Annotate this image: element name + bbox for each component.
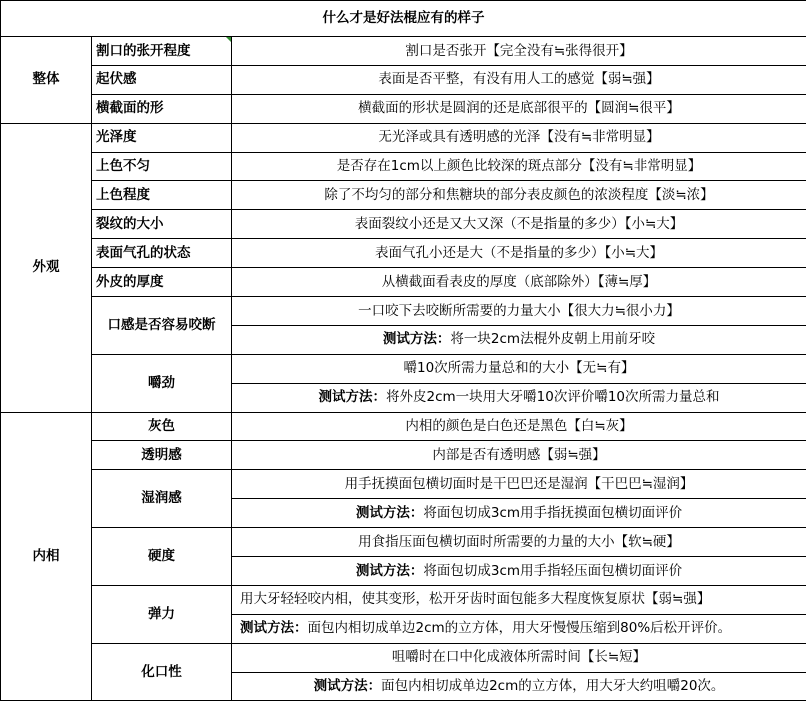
desc-bite-ease: 一口咬下去咬断所需要的力量大小【很大力≒很小力】 (232, 297, 806, 326)
desc-color-degree: 除了不均匀的部分和焦糖块的部分表皮颜色的浓淡程度【淡≒浓】 (232, 181, 806, 210)
desc-translucency: 内部是否有透明感【弱≒强】 (232, 441, 806, 470)
desc-crust-thickness: 从横截面看表皮的厚度（底部除外）【薄≒厚】 (232, 268, 806, 297)
desc-undulation: 表面是否平整，有没有用人工的感觉【弱≒强】 (232, 65, 806, 94)
item-uneven-color: 上色不匀 (92, 152, 232, 181)
test-elasticity (232, 614, 806, 643)
desc-gloss: 无光泽或具有透明感的光泽【没有≒非常明显】 (232, 123, 806, 152)
item-crust-thickness: 外皮的厚度 (92, 268, 232, 297)
item-chewiness: 嚼劲 (92, 354, 232, 412)
group-interior: 内相 (1, 412, 92, 701)
item-surface-pores: 表面气孔的状态 (92, 239, 232, 268)
desc-melt-in-mouth: 咀嚼时在口中化成液体所需时间【长≒短】 (232, 643, 806, 672)
test-hardness (232, 557, 806, 586)
test-label: 测试方法： (313, 678, 382, 695)
desc-cut-opening: 割口是否张开【完全没有≒张得很开】 (232, 37, 806, 66)
item-cross-section-shape: 横截面的形 (92, 94, 232, 123)
desc-surface-pores: 表面气孔小还是大（不是指量的多少）【小≒大】 (232, 239, 806, 268)
item-color-degree: 上色程度 (92, 181, 232, 210)
desc-chewiness: 嚼10次所需力量总和的大小【无≒有】 (232, 354, 806, 383)
test-text: 将面包切成3cm用手指抚摸面包横切面评价 (423, 504, 683, 521)
group-whole: 整体 (1, 37, 92, 124)
desc-moistness: 用手抚摸面包横切面时是干巴巴还是湿润【干巴巴≒湿润】 (232, 470, 806, 499)
test-chewiness (232, 383, 806, 412)
test-label: 测试方法： (355, 562, 424, 579)
desc-hardness: 用食指压面包横切面时所需要的力量的大小【软≒硬】 (232, 528, 806, 557)
item-elasticity: 弹力 (92, 585, 232, 643)
test-label: 测试方法： (355, 504, 424, 521)
item-translucency: 透明感 (92, 441, 232, 470)
test-moistness (232, 499, 806, 528)
desc-grayness: 内相的颜色是白色还是黑色【白≒灰】 (232, 412, 806, 441)
desc-elasticity: 用大牙轻轻咬内相，使其变形，松开牙齿时面包能多大程度恢复原状【弱≒强】 (232, 585, 806, 614)
item-bite-ease: 口感是否容易咬断 (92, 297, 232, 355)
test-label: 测试方法： (382, 331, 451, 348)
test-text: 面包内相切成单边2cm的立方体，用大牙大约咀嚼20次。 (381, 678, 725, 695)
test-text: 面包内相切成单边2cm的立方体，用大牙慢慢压缩到80%后松开评价。 (307, 620, 732, 637)
group-appearance: 外观 (1, 123, 92, 412)
test-melt-in-mouth (232, 672, 806, 701)
item-moistness: 湿润感 (92, 470, 232, 528)
item-undulation: 起伏感 (92, 65, 232, 94)
desc-crack-size: 表面裂纹小还是又大又深（不是指量的多少）【小≒大】 (232, 210, 806, 239)
item-cut-opening: 割口的张开程度 (92, 37, 232, 66)
table-title: 什么才是好法棍应有的样子 (1, 1, 806, 37)
item-gloss: 光泽度 (92, 123, 232, 152)
test-text: 将外皮2cm一块用大牙嚼10次评价嚼10次所需力量总和 (385, 389, 720, 406)
test-label: 测试方法： (318, 389, 386, 406)
desc-cross-section-shape: 横截面的形状是圆润的还是底部很平的【圆润≒很平】 (232, 94, 806, 123)
item-melt-in-mouth: 化口性 (92, 643, 232, 701)
item-grayness: 灰色 (92, 412, 232, 441)
test-text: 将一块2cm法棍外皮朝上用前牙咬 (450, 331, 656, 348)
item-crack-size: 裂纹的大小 (92, 210, 232, 239)
item-hardness: 硬度 (92, 528, 232, 586)
test-label: 测试方法： (240, 620, 308, 637)
desc-uneven-color: 是否存在1cm以上颜色比较深的斑点部分【没有≒非常明显】 (232, 152, 806, 181)
test-text: 将面包切成3cm用手指轻压面包横切面评价 (423, 562, 683, 579)
test-bite-ease (232, 325, 806, 354)
